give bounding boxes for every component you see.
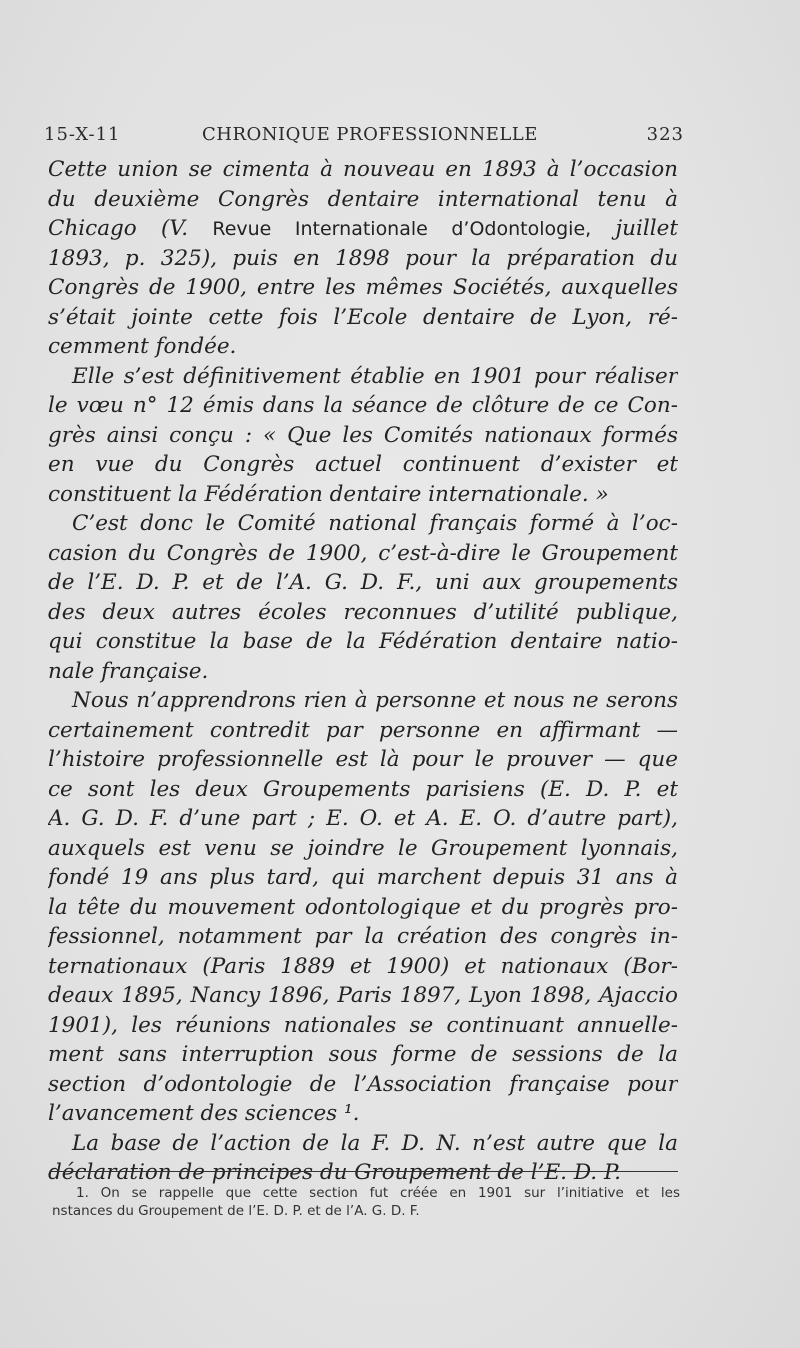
footnote bbox=[52, 1184, 680, 1220]
text-line: déclaration de principes du Groupement de l’E. D. P. bbox=[48, 1160, 621, 1185]
text-line: grès ainsi conçu : « Que les Comités nationaux formés bbox=[48, 422, 678, 448]
text-line: La base de l’action de la F. D. N. n’est autre que la bbox=[72, 1130, 678, 1156]
text-line: casion du Congrès de 1900, c’est-à-dire le Groupement bbox=[48, 540, 678, 566]
text-line: fessionnel, notamment par la création des congrès in- bbox=[48, 924, 678, 949]
text-line: cemment fondée. bbox=[48, 334, 237, 359]
text-line: Cette union se cimenta à nouveau en 1893 à l’occasion bbox=[48, 157, 678, 182]
text-line: Congrès de 1900, entre les mêmes Sociétés, auxquelles bbox=[48, 275, 678, 300]
text-line: l’histoire professionnelle est là pour le prouver — que bbox=[48, 747, 678, 772]
text-line: Nous n’apprendrons rien à personne et nous ne serons bbox=[72, 688, 678, 713]
text-line: Elle s’est définitivement établie en 1901 pour réaliser bbox=[72, 363, 678, 389]
text-line: constituent la Fédération dentaire internationale. » bbox=[48, 481, 609, 507]
text-line: du deuxième Congrès dentaire international tenu à bbox=[48, 186, 678, 212]
footnote-line: nstances du Groupement de l’E. D. P. et de l’A. G. D. F. bbox=[52, 1203, 420, 1219]
text-line: 1893, p. 325), puis en 1898 pour la préparation du bbox=[48, 245, 678, 271]
text-line: Chicago (V. Revue Internationale d’Odontologie, juillet bbox=[48, 216, 678, 241]
header-date: 15-X-11 bbox=[44, 124, 121, 145]
text-line: auxquels est venu se joindre le Groupement lyonnais, bbox=[48, 835, 678, 861]
text-line: fondé 19 ans plus tard, qui marchent depuis 31 ans à bbox=[48, 865, 678, 890]
text-line: s’était jointe cette fois l’Ecole dentaire de Lyon, ré- bbox=[48, 304, 678, 330]
text-line: section d’odontologie de l’Association française pour bbox=[48, 1071, 678, 1097]
text-line: deaux 1895, Nancy 1896, Paris 1897, Lyon 1898, Ajaccio bbox=[48, 983, 678, 1008]
text-line: en vue du Congrès actuel continuent d’exister et bbox=[48, 452, 678, 477]
footnote-rule bbox=[50, 1171, 678, 1172]
text-line: de l’E. D. P. et de l’A. G. D. F., uni aux groupements bbox=[48, 570, 678, 595]
text-line: ment sans interruption sous forme de sessions de la bbox=[48, 1042, 678, 1067]
text-line: la tête du mouvement odontologique et du progrès pro- bbox=[48, 894, 678, 920]
body-text bbox=[48, 155, 678, 1188]
text-line: qui constitue la base de la Fédération dentaire natio- bbox=[48, 629, 678, 654]
text-line: ce sont les deux Groupements parisiens (E. D. P. et bbox=[48, 776, 678, 802]
text-line: nale française. bbox=[48, 658, 209, 684]
text-line: l’avancement des sciences ¹. bbox=[48, 1101, 360, 1126]
text-line: le vœu n° 12 émis dans la séance de clôture de ce Con- bbox=[48, 393, 678, 418]
page-number: 323 bbox=[646, 124, 684, 145]
text-line: 1901), les réunions nationales se continuant annuelle- bbox=[48, 1012, 678, 1038]
text-line: ternationaux (Paris 1889 et 1900) et nationaux (Bor- bbox=[48, 953, 678, 979]
text-line: C’est donc le Comité national français formé à l’oc- bbox=[72, 511, 678, 536]
running-header bbox=[44, 124, 684, 154]
text-line: des deux autres écoles reconnues d’utilité publique, bbox=[48, 599, 678, 625]
text-line: A. G. D. F. d’une part ; E. O. et A. E. O. d’autre part), bbox=[48, 806, 678, 831]
header-title: CHRONIQUE PROFESSIONNELLE bbox=[202, 124, 538, 145]
text-line: certainement contredit par personne en affirmant — bbox=[48, 717, 678, 743]
footnote-line: 1. On se rappelle que cette section fut créée en 1901 sur l’initiative et les bbox=[76, 1185, 680, 1201]
